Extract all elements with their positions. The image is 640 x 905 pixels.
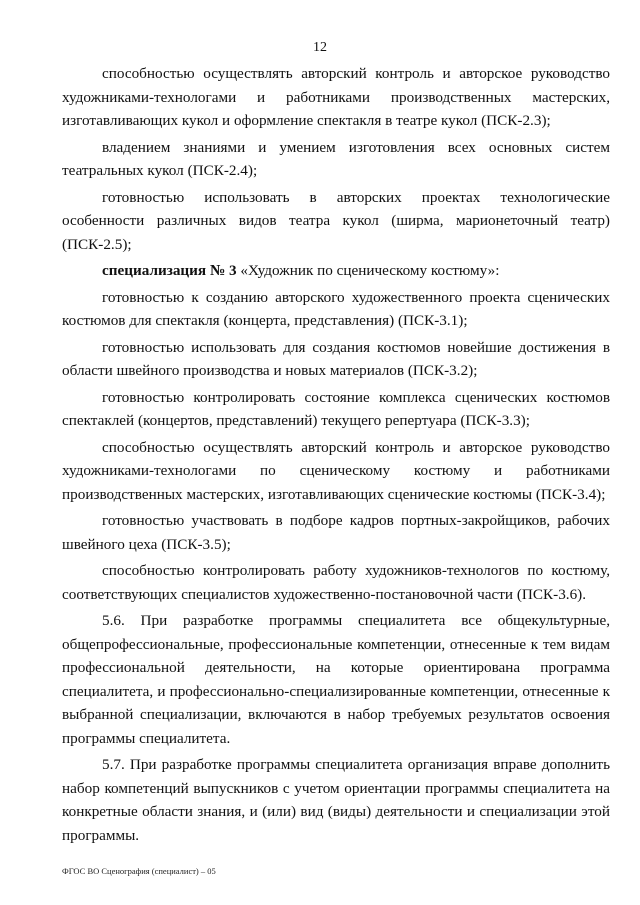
page-footer: ФГОС ВО Сценография (специалист) – 05 bbox=[62, 866, 216, 876]
document-body bbox=[62, 62, 610, 847]
paragraph-psk-3-2: готовностью использовать для создания костюмов новейшие достижения в области швейного производства и новых материалов (ПСК-3.2); bbox=[62, 338, 610, 379]
page-number: 12 bbox=[313, 40, 327, 55]
specialization-heading bbox=[62, 259, 610, 283]
paragraph-psk-3-3: готовностью контролировать состояние комплекса сценических костюмов спектаклей (концертов, представлений) текущего репертуара (ПСК-3.3); bbox=[62, 388, 610, 429]
section-5-7: 5.7. При разработке программы специалитета организация вправе дополнить набор компетенций выпускников с учетом ориентации программы специалитета на конкретные области знания, и (или) вид (виды) деятельности и специализации этой программы. bbox=[62, 756, 610, 844]
paragraph-psk-3-6: способностью контролировать работу художников-технологов по костюму, соответствующих специалистов художественно-постановочной части (ПСК-3.6). bbox=[62, 562, 610, 603]
paragraph-psk-2-4: владением знаниями и умением изготовления всех основных систем театральных кукол (ПСК-2.4); bbox=[62, 138, 610, 179]
paragraph-psk-2-5: готовностью использовать в авторских проектах технологические особенности различных видов театра кукол (ширма, марионеточный театр) (ПСК-2.5); bbox=[62, 188, 610, 253]
specialization-label: специализация № 3 bbox=[102, 262, 237, 279]
specialization-title: «Художник по сценическому костюму»: bbox=[236, 262, 500, 279]
paragraph-psk-3-4: способностью осуществлять авторский контроль и авторское руководство художниками-технологами по сценическому костюму и работниками производственных мастерских, изготавливающих сценические костюмы (ПСК-3.4); bbox=[62, 438, 610, 503]
paragraph-psk-3-5: готовностью участвовать в подборе кадров портных-закройщиков, рабочих швейного цеха (ПСК-3.5); bbox=[62, 512, 610, 553]
paragraph-psk-2-3: способностью осуществлять авторский контроль и авторское руководство художниками-технологами и работниками производственных мастерских, изготавливающих кукол и оформление спектакля в театре кукол (ПСК-2.3); bbox=[62, 65, 610, 129]
paragraph-psk-3-1: готовностью к созданию авторского художественного проекта сценических костюмов для спектакля (концерта, представления) (ПСК-3.1); bbox=[62, 288, 610, 329]
section-5-6: 5.6. При разработке программы специалитета все общекультурные, общепрофессиональные, профессиональные компетенции, отнесенные к тем видам профессиональной деятельности, на которые ориентирована программа специалитета, и профессионально-специализированные компетенции, отнесенные к выбранной специализации, включаются в набор требуемых результатов освоения программы специалитета. bbox=[62, 612, 610, 747]
